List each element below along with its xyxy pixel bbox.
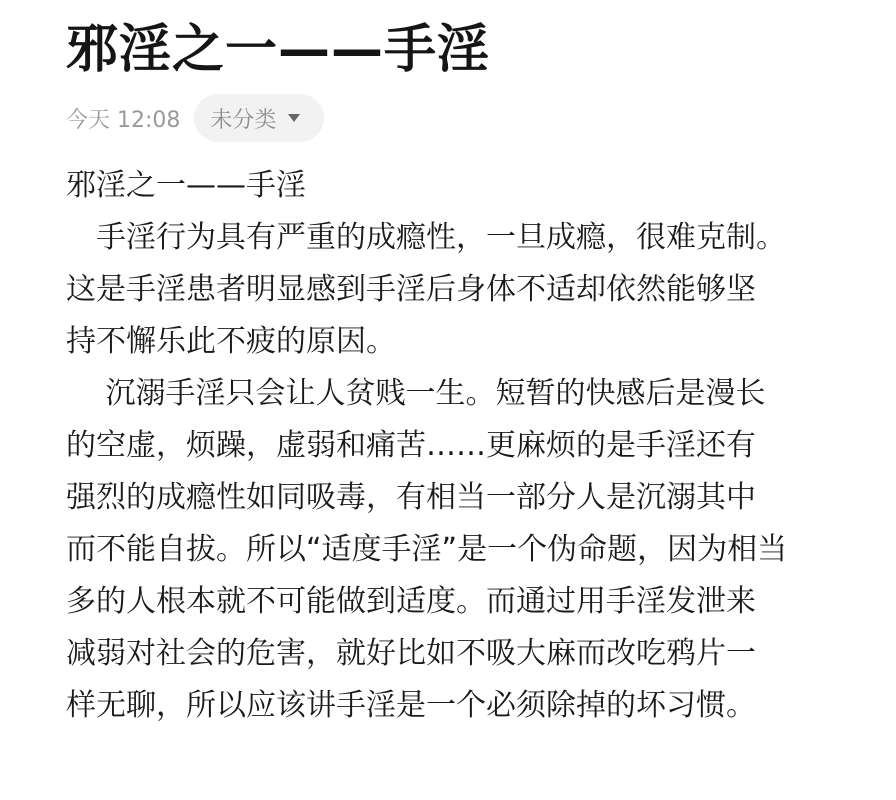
body-line: 减弱对社会的危害，就好比如不吸大麻而改吃鸦片一 xyxy=(66,636,756,671)
chevron-down-icon xyxy=(288,114,300,122)
note-meta xyxy=(66,94,324,142)
body-line: 的空虚，烦躁，虚弱和痛苦……更麻烦的是手淫还有 xyxy=(66,428,756,463)
category-label: 未分类 xyxy=(210,107,277,133)
body-line: 而不能自拔。所以“适度手淫”是一个伪命题，因为相当 xyxy=(66,532,788,567)
body-line: 强烈的成瘾性如同吸毒，有相当一部分人是沉溺其中 xyxy=(66,480,756,515)
body-line: 持不懈乐此不疲的原因。 xyxy=(66,324,396,359)
body-line: 样无聊，所以应该讲手淫是一个必须除掉的坏习惯。 xyxy=(66,688,756,723)
body-line: 这是手淫患者明显感到手淫后身体不适却依然能够坚 xyxy=(66,272,756,307)
body-line: 邪淫之一——手淫 xyxy=(66,168,306,203)
body-line: 手淫行为具有严重的成瘾性，一旦成瘾，很难克制。 xyxy=(66,220,786,255)
note-timestamp: 今天 12:08 xyxy=(66,107,181,133)
note-title[interactable]: 邪淫之一——手淫 xyxy=(66,20,491,80)
body-line: 多的人根本就不可能做到适度。而通过用手淫发泄来 xyxy=(66,584,756,619)
note-body[interactable] xyxy=(66,160,846,732)
category-dropdown[interactable] xyxy=(194,94,324,142)
body-line: 沉溺手淫只会让人贫贱一生。短暂的快感后是漫长 xyxy=(66,376,766,411)
